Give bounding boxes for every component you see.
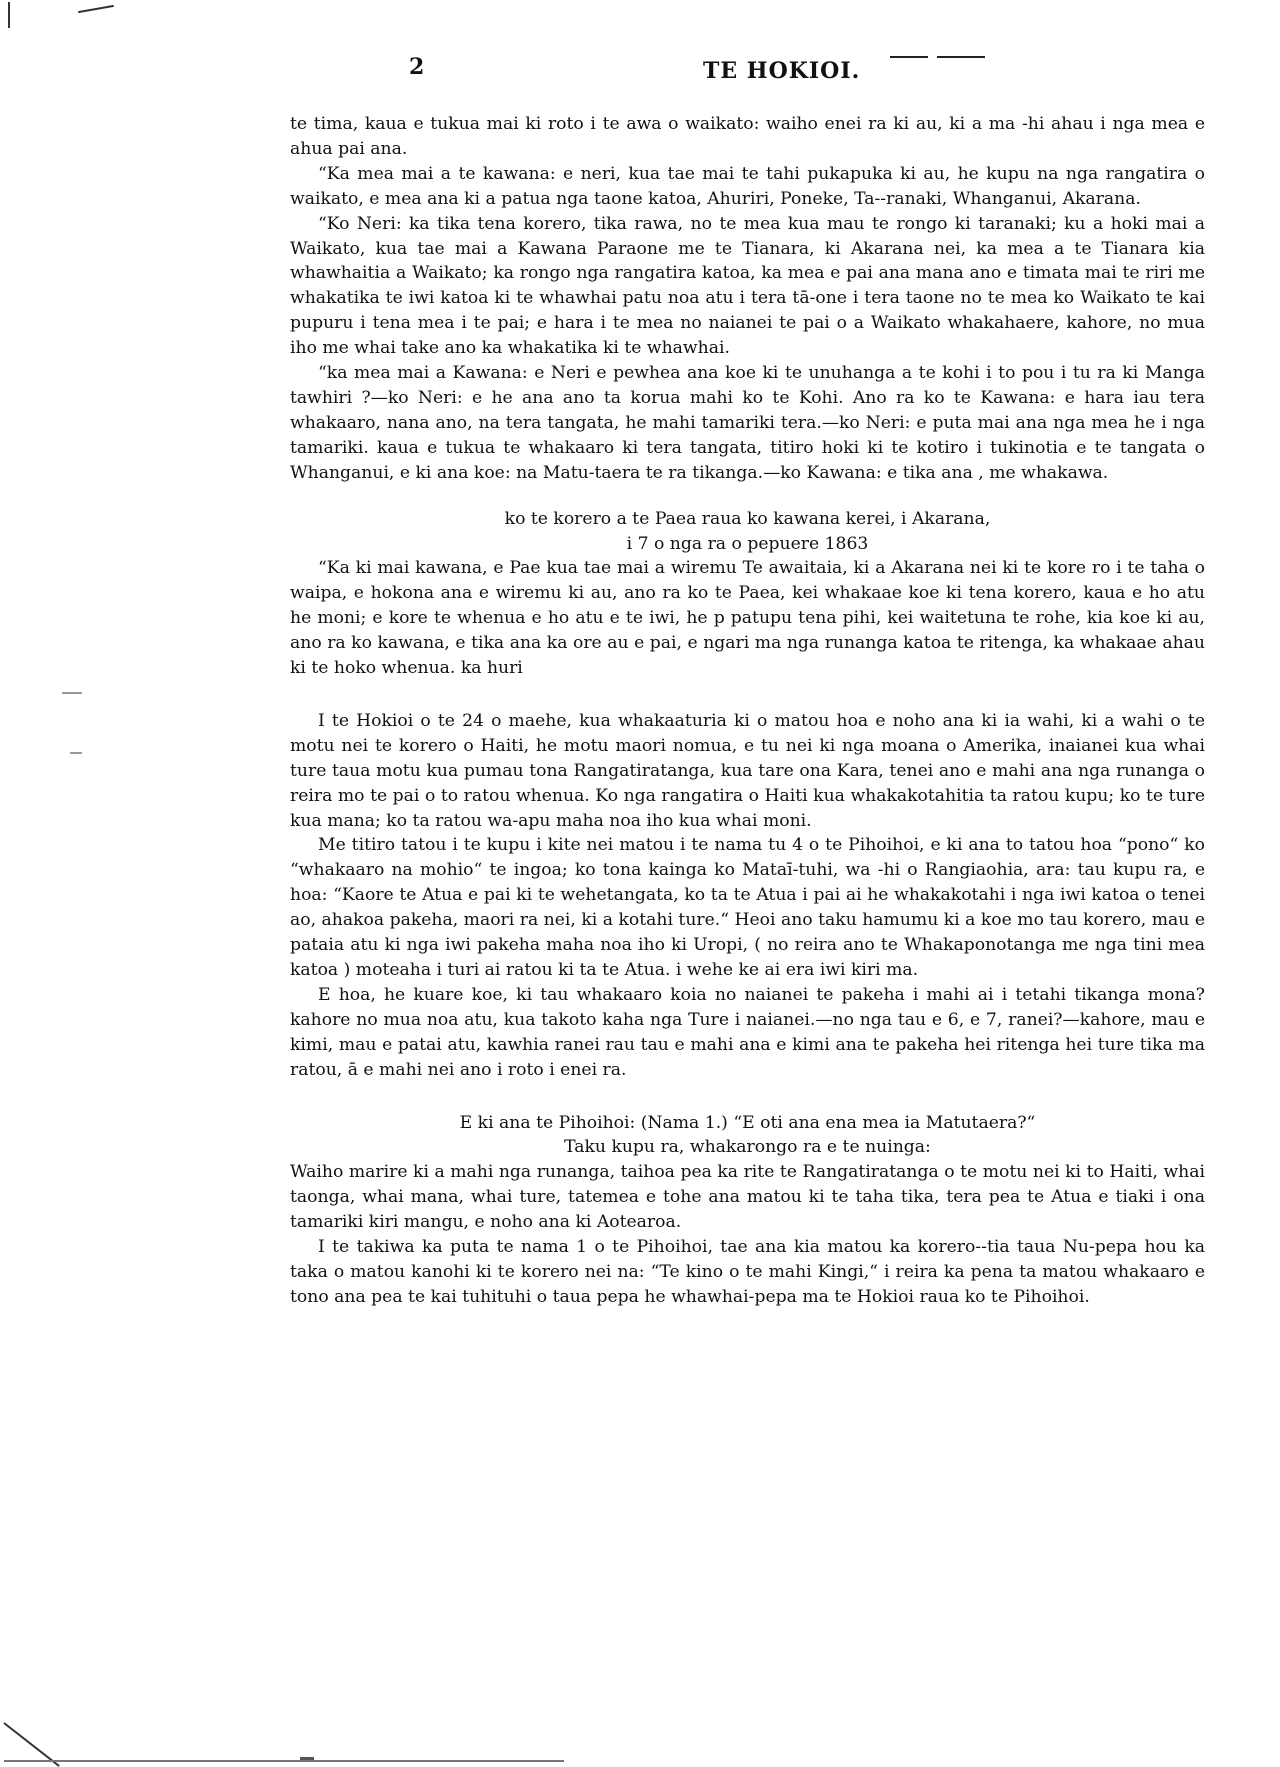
header-rule xyxy=(890,56,928,58)
article-body xyxy=(290,112,1205,1310)
paragraph: te tima, kaua e tukua mai ki roto i te awa o waikato: waiho enei ra ki au, ki a ma -hi ahau i nga mea e ahua pai ana. xyxy=(290,114,1205,159)
section-heading: ko te korero a te Paea raua ko kawana kerei, i Akarana, xyxy=(504,508,991,529)
paragraph: “ka mea mai a Kawana: e Neri e pewhea ana koe ki te unuhanga a te kohi i to pou i tu ra ki Manga tawhiri ?—ko Neri: e he ana ano ta korua mahi ko te Kohi. Ano ra ko te Kawana: e hara iau tera whakaaro, nana ano, na tera tangata, he mahi tamariki tera.—ko Neri: e puta mai ana nga mea he i nga tamariki. kaua e tukua te whakaaro ki tera tangata, titiro hoki ki te kotiro i tukinotia e te tangata o Whanganui, e ki ana koe: na Matu-taera te ra tikanga.—ko Kawana: e tika ana , me whakawa. xyxy=(290,363,1205,483)
scan-artifact xyxy=(8,2,10,28)
paragraph: E hoa, he kuare koe, ki tau whakaaro koia no naianei te pakeha i mahi ai i tetahi tikanga mona? kahore no mua noa atu, kua takoto kaha nga Ture i naianei.—no nga tau e 6, e 7, ranei?—kahore, mau e kimi, mau e patai atu, kawhia ranei rau tau e mahi ana e kimi ana te pakeha hei ritenga hei ture tika ma ratou, ā e mahi nei ano i roto i enei ra. xyxy=(290,984,1205,1080)
scan-artifact xyxy=(70,752,82,754)
section-date: i 7 o nga ra o pepuere 1863 xyxy=(626,533,869,554)
scan-artifact xyxy=(62,692,82,694)
section-subheading: Taku kupu ra, whakarongo ra e te nuinga: xyxy=(564,1137,931,1158)
spacer xyxy=(290,486,1205,507)
paragraph: I te Hokioi o te 24 o maehe, kua whakaaturia ki o matou hoa e noho ana ki ia wahi, ki a wahi o te motu nei te korero o Haiti, he motu maori nomua, e tu nei ki nga moana o Amerika, inaianei kua whai ture taua motu kua pumau tona Rangatiratanga, kua tare ona Kara, tenei ano e mahi ana nga runanga o reira mo te pai o to ratou whenua. Ko nga rangatira o Haiti kua whakakotahitia ta ratou kupu; ko te ture kua mana; ko ta ratou wa-apu maha noa iho kua whai moni. xyxy=(290,710,1205,831)
scan-artifact xyxy=(4,1760,564,1762)
page-header xyxy=(395,52,1255,92)
paragraph: Me titiro tatou i te kupu i kite nei matou i te nama tu 4 o te Pihoihoi, e ki ana to tatou hoa “pono“ ko “whakaaro na mohio“ te ingoa; ko tona kainga ko Mataī-tuhi, wa -hi o Rangiaohia, ara: tau kupu ra, e hoa: “Kaore te Atua e pai ki te wehetangata, ko ta te Atua i pai ai he whakakotahi i nga iwi katoa o tenei ao, ahakoa pakeha, maori ra nei, ki a kotahi ture.“ Heoi ano taku hamumu ki a koe mo tau korero, mau e pataia atu ki nga iwi pakeha maha noa iho ki Uropi, ( no reira ano te Whakaponotanga me nga tini mea katoa ) moteaha i turi ai ratou ki ta te Atua. i wehe ke ai era iwi kiri ma. xyxy=(290,835,1205,980)
paragraph: “Ko Neri: ka tika tena korero, tika rawa, no te mea kua mau te rongo ki taranaki; ku a hoki mai a Waikato, kua tae mai a Kawana Paraone me te Tianara, ki Akarana nei, ka mea a te Tianara kia whawhaitia a Waikato; ka rongo nga rangatira katoa, ka mea e pai ana mana ano e timata mai te riri me whakatika te iwi katoa ki te whawhai patu noa atu i tera tā-one i tera taone no te mea ko Waikato te kai pupuru i tena mea i te pai; e hara i te mea no naianei te pai o a Waikato whakahaere, kahore, no mua iho me whai take ano ka whakatika ki te whawhai. xyxy=(290,213,1205,359)
newspaper-title: TE HOKIOI. xyxy=(703,58,861,84)
spacer xyxy=(290,681,1205,709)
spacer xyxy=(290,1083,1205,1111)
section-heading: E ki ana te Pihoihoi: (Nama 1.) “E oti ana ena mea ia Matutaera?“ xyxy=(459,1112,1036,1133)
paragraph: Waiho marire ki a mahi nga runanga, taihoa pea ka rite te Rangatiratanga o te motu nei ki to Haiti, whai taonga, whai mana, whai ture, tatemea e tohe ana matou ki te taha tika, tera pea te Atua e tiaki i ona tamariki kiri mangu, e noho ana ki Aotearoa. xyxy=(290,1162,1205,1233)
paragraph: “Ka ki mai kawana, e Pae kua tae mai a wiremu Te awaitaia, ki a Akarana nei ki te kore ro i te taha o waipa, e hokona ana e wiremu ki au, ano ra ko te Paea, kei whakaae koe ki tena korero, kaua e ho atu he moni; e kore te whenua e ho atu e te iwi, he p patupu tena pihi, kei waitetuna te rohe, kia koe ki au, ano ra ko kawana, e tika ana ka ore au e pai, e ngari ma nga runanga katoa te ritenga, ka whakaae ahau ki te hoko whenua. ka huri xyxy=(290,558,1205,679)
paragraph: “Ka mea mai a te kawana: e neri, kua tae mai te tahi pukapuka ki au, he kupu na nga rangatira o waikato, e mea ana ki a patua nga taone katoa, Ahuriri, Poneke, Ta--ranaki, Whanganui, Akarana. xyxy=(290,163,1205,209)
header-rule xyxy=(937,56,985,58)
page-number: 2 xyxy=(409,54,425,80)
paragraph: I te takiwa ka puta te nama 1 o te Pihoihoi, tae ana kia matou ka korero--tia taua Nu-pepa hou ka taka o matou kanohi ki te korero nei na: “Te kino o te mahi Kingi,“ i reira ka pena ta matou whakaaro e tono ana pea te kai tuhituhi o taua pepa he whawhai-pepa ma te Hokioi raua ko te Pihoihoi. xyxy=(290,1237,1205,1307)
scan-artifact xyxy=(300,1757,314,1760)
scan-artifact xyxy=(78,5,114,13)
